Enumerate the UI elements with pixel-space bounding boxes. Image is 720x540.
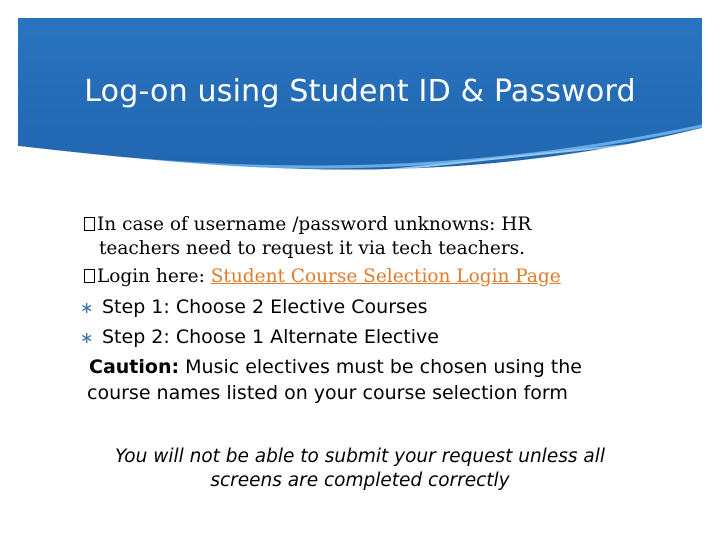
warning-line-1: You will not be able to submit your request unless all <box>115 446 605 467</box>
login-prefix: Login here: <box>97 266 211 287</box>
caution-line-2: course names listed on your course selection form <box>87 382 568 404</box>
bullet-box-icon <box>84 269 95 283</box>
asterisk-bullet-icon: ∗ <box>80 298 94 317</box>
step-2-text: Step 2: Choose 1 Alternate Elective <box>102 326 439 348</box>
login-page-link[interactable]: Student Course Selection Login Page <box>210 266 561 287</box>
caution-label: Caution: <box>89 356 180 378</box>
bullet-line-1-cont: teachers need to request it via tech teachers. <box>99 238 526 259</box>
warning-line-2: screens are completed correctly <box>210 470 510 491</box>
caution-line <box>89 356 582 378</box>
line1-text: In case of username /password unknowns: HR <box>97 214 532 235</box>
step-1-item <box>80 296 428 318</box>
step-2-item <box>80 326 439 348</box>
bullet-box-icon <box>84 217 95 231</box>
asterisk-bullet-icon: ∗ <box>80 328 94 347</box>
step-1-text: Step 1: Choose 2 Elective Courses <box>102 296 428 318</box>
bullet-line-1 <box>84 214 531 235</box>
page-title: Log-on using Student ID & Password <box>84 74 636 109</box>
bullet-line-2 <box>84 266 561 287</box>
caution-text: Music electives must be chosen using the <box>179 356 582 378</box>
